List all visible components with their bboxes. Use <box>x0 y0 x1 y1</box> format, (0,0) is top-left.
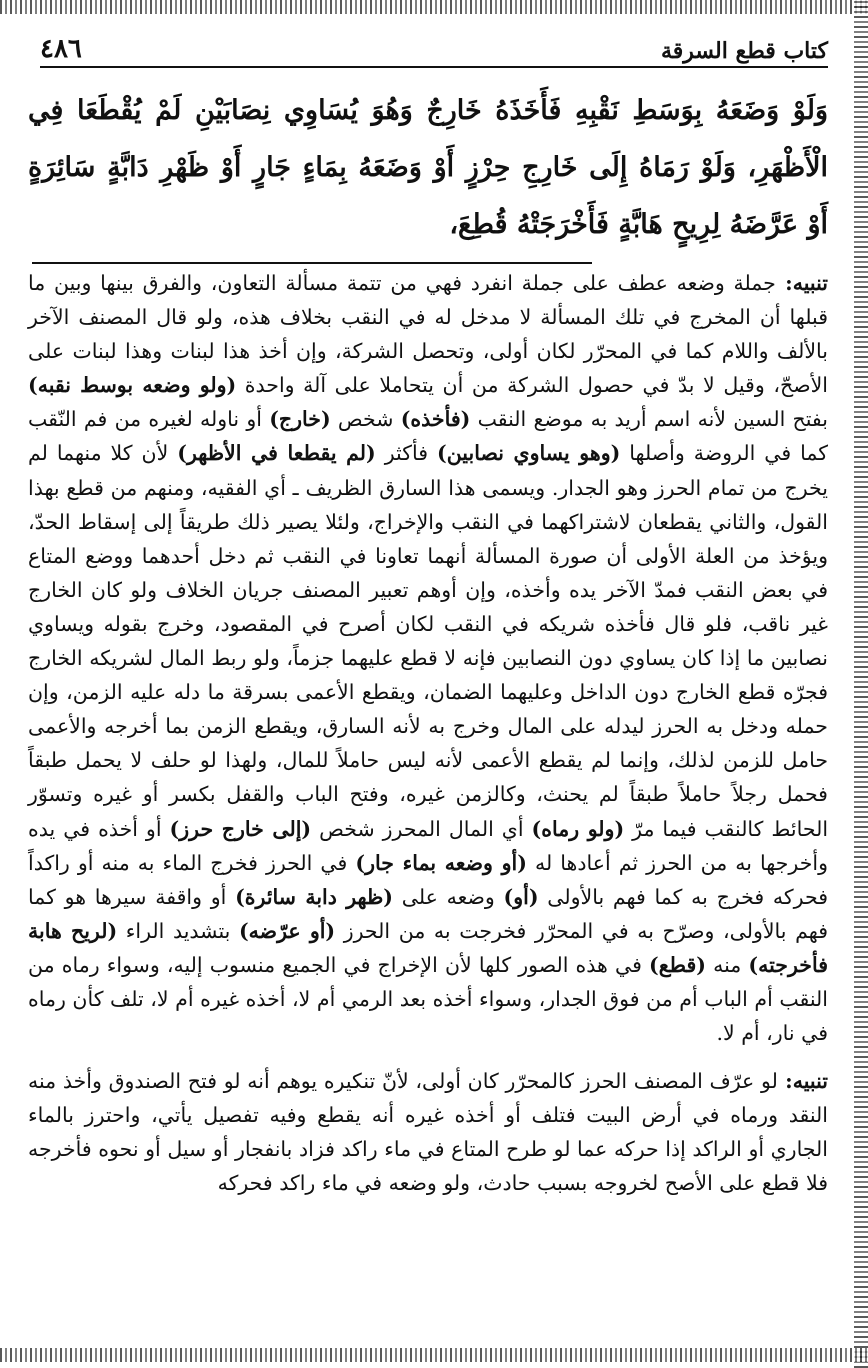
book-title: كتاب قطع السرقة <box>660 38 828 64</box>
commentary-paragraph <box>28 1064 828 1200</box>
commentary-text: لأن كلا منهما لم يخرج من تمام الحرز وهو الجدار. ويسمى هذا السارق الظريف ـ أي الفقيه، ومنهم من قطع بهذا القول، والثاني يقطعان لاشتراكهما في النقب والإخراج، ولئلا يصير ذلك طريقاً إلى إسقاط الحدّ، ويؤخذ من العلة الأولى أن صورة المسألة أنهما تعاونا في النقب ثم دخل أحدهما ووضع المتاع في بعض النقب فمدّ الآخر يده وأخذه، وإن أوهم تعبير المصنف جريان الخلاف ولو كان الخارج غير ناقب، فلو قال فأخذه شريكه في النقب لكان أصرح في المقصود، وخرج بقوله ويساوي نصابين ما إذا كان يساوي دون النصابين فإنه لا قطع عليهما جزماً، ولو ربط المال لشريكه الخارج فجرّه قطع الخارج دون الداخل وعليهما الضمان، ويقطع الأعمى بسرقة ما دله عليه الزمن، وإن حمله ودخل به الحرز ليدله على المال وخرج به لأنه السارق، ويقطع الزمن بما أخرجه والأعمى حامل للزمن لذلك، وإنما لم يقطع الأعمى لأنه ليس حاملاً للمال، ولهذا لو حلف لا يحمل طبقاً فحمل رجلاً حاملاً طبقاً لم يحنث، وكالزمن غيره، وفتح الباب والقفل بكسر أو غيره وتسوّر الحائط كالنقب فيما مرّ <box>28 441 829 841</box>
commentary-text: في الحرز فخرج الماء به منه أو راكداً فحركه فخرج به كما فهم بالأولى <box>28 850 829 909</box>
matn-quote: (ولو رماه) <box>531 816 625 841</box>
footnote-separator <box>32 262 592 264</box>
matn-quote: (أو وضعه بماء جار) <box>355 850 527 875</box>
matn-quote: (قطع) <box>649 952 706 977</box>
page-number: ٤٨٦ <box>40 34 82 64</box>
matn-quote: (أو عرّضه) <box>238 918 336 943</box>
commentary-text: أو واقفة سيرها هو كما فهم بالأولى، وصرّح به في المحرّر فخرجت به من الحرز <box>28 884 828 943</box>
commentary-text: في هذه الصور كلها لأن الإخراج في الجميع منسوب إليه، وسواء رماه من النقب أم الباب أم من فوق الجدار، وسواء أخذه بعد الرمي أم لا، أخذه غيره أم لا، تلف كأن رماه في نار، أم لا. <box>28 952 828 1046</box>
commentary-text: منه <box>705 952 749 977</box>
matn-quote: (لريح هابة فأخرجته) <box>28 918 828 977</box>
commentary-text: أي المال المحرز شخص <box>311 816 532 841</box>
decorative-border-bottom <box>0 1348 868 1362</box>
commentary-paragraph <box>28 266 828 1050</box>
matn-quote: (وهو يساوي نصابين) <box>437 441 621 466</box>
matn-quote: (خارج) <box>269 407 331 432</box>
matn-quote: (لم يقطعا في الأظهر) <box>177 441 376 466</box>
matn-text: وَلَوْ وَضَعَهُ بِوَسَطِ نَقْبِهِ فَأَخَذَهُ خَارِجٌ وَهُوَ يُسَاوِي نِصَابَيْنِ لَمْ يُقْطَعَا فِي الْأَظْهَرِ، وَلَوْ رَمَاهُ إِلَى خَارِجِ حِرْزٍ أَوْ وَضَعَهُ بِمَاءٍ جَارٍ أَوْ ظَهْرِ دَابَّةٍ سَائِرَةٍ أَوْ عَرَّضَهُ لِرِيحٍ هَابَّةٍ فَأَخْرَجَتْهُ قُطِعَ، <box>28 95 829 240</box>
commentary-text: لو عرّف المصنف الحرز كالمحرّر كان أولى، لأنّ تنكيره يوهم أنه لو فتح الصندوق وأخذ منه النقد ورماه في أرض البيت فتلف أو أخذه غيره أنه يقطع وفيه تفصيل يأتي، واحترز بالماء الجاري أو الراكد إذا حركه عما لو طرح المتاع في ماء راكد فزاد بانفجار أو سيل أو نحوه فأخرجه فلا قطع على الأصح لخروجه بسبب حادث، ولو وضعه في ماء راكد فحركه <box>28 1069 828 1196</box>
decorative-border-right <box>854 0 868 1368</box>
matn-quote: (ولو وضعه بوسط نقبه) <box>28 373 237 398</box>
commentary <box>28 266 828 1201</box>
commentary-text: بتشديد الراء <box>117 918 239 943</box>
matn-quote: (إلى خارج حرز) <box>169 816 312 841</box>
matn-quote: (ظهر دابة سائرة) <box>235 884 393 909</box>
commentary-text: بفتح السين لأنه اسم أريد به موضع النقب <box>470 407 829 432</box>
commentary-text: فأكثر <box>375 441 437 466</box>
running-head <box>40 30 828 68</box>
commentary-text: أو ناوله لغيره من فم النّقب كما في الروضة وأصلها <box>28 407 829 466</box>
tanbih-label: تنبيه: <box>775 271 828 295</box>
commentary-text: وضعه على <box>393 884 504 909</box>
commentary-text: جملة وضعه عطف على جملة انفرد فهي من تتمة مسألة التعاون، والفرق بينها وبين ما قبلها أن المخرج في تلك المسألة لا مدخل له في النقب بخلاف هذه، ولو قال المصنف الآخر بالألف واللام كما في المحرّر لكان أولى، وتحصل الشركة، وإن أخذ هذا لبنات وهذا لبنات على الأصحّ، وقيل لا بدّ في حصول الشركة من أن يتحاملا على آلة واحدة <box>28 271 828 398</box>
commentary-text: شخص <box>330 407 401 432</box>
commentary-text: أو أخذه في يده وأخرجها به من الحرز ثم أعادها له <box>28 816 828 875</box>
decorative-border-top <box>0 0 868 14</box>
tanbih-label: تنبيه: <box>777 1069 828 1094</box>
matn-quote: (أو) <box>503 884 539 909</box>
matn-quote: (فأخذه) <box>400 407 471 432</box>
